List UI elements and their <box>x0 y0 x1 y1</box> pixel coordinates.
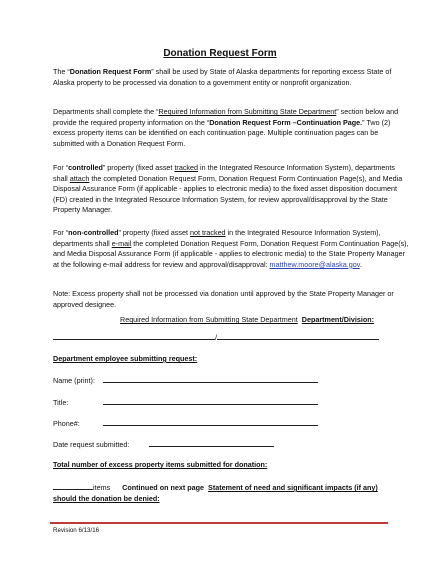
non-controlled-property-paragraph <box>53 228 409 270</box>
text-span: . <box>359 259 362 269</box>
email-link[interactable]: matthew.moore@alaska.gov <box>269 259 360 269</box>
form-name-bold: Donation Request Form <box>69 67 152 76</box>
section-header-row <box>120 315 374 325</box>
text-span: ” property (fixed asset <box>102 163 175 172</box>
continuation-page-reference: Donation Request Form –Continuation Page. <box>209 117 363 127</box>
section-reference: Required Information from Submitting State Department <box>158 107 337 116</box>
tracked-underlined: tracked <box>174 163 199 172</box>
text-span: ” shall be used by State of Alaska departments for reporting excess State of Alaska property to be processed via donation to a government entity or nonprofit organization. <box>53 67 392 87</box>
text-span: Departments shall complete the “ <box>53 107 159 116</box>
text-span: ” property (fixed asset <box>118 228 190 237</box>
text-span: the completed Donation Request Form, Donation Request Form Continuation Page(s), and Media Disposal Assurance Form (if applicable - applies to electronic media) to the fixed asset disposition document (FD) created in the Integrated Resource Information System, for review approval/disapproval by the State Property Manager. <box>53 173 403 215</box>
text-span: For “ <box>53 163 69 172</box>
text-span: For “ <box>53 228 69 237</box>
instructions-paragraph <box>53 107 409 149</box>
title-field-row <box>53 397 318 408</box>
text-span: the completed Donation Request Form, Donation Request Form Continuation Page(s), and Media Disposal Assurance Form (if applicable - applies to electronic media) to the State Property Manager at the following e-mail address for review and approval/disapproval: <box>53 238 409 269</box>
title-input-line[interactable] <box>103 397 318 405</box>
note-paragraph: Note: Excess property shall not be processed via donation until approved by the State Property Manager or approved designee. <box>53 289 394 309</box>
items-label: items <box>93 483 111 492</box>
date-label: Date request submitted: <box>53 440 130 449</box>
employee-heading: Department employee submitting request: <box>53 354 198 363</box>
items-row <box>53 482 393 504</box>
e-mail-underlined: e-mail <box>111 238 132 248</box>
controlled-bold: controlled <box>68 163 103 172</box>
text-span: ” section below and provide the required property information on the “ <box>53 107 399 127</box>
department-division-line-row <box>53 332 379 343</box>
name-field-row <box>53 375 318 386</box>
statement-label: Statement of need and significant impacts (if any) should the donation be denied: <box>53 483 378 503</box>
date-input-line[interactable] <box>149 439 274 447</box>
phone-label: Phone#: <box>53 419 80 428</box>
form-title: Donation Request Form <box>163 48 277 59</box>
date-field-row <box>53 439 274 450</box>
division-label: Department/Division: <box>301 315 375 324</box>
non-controlled-bold: non-controlled <box>68 228 119 237</box>
name-label: Name (print): <box>53 376 95 385</box>
attach-underlined: attach <box>69 173 90 183</box>
continued-note: Continued on next page <box>122 483 205 492</box>
phone-field-row <box>53 418 318 429</box>
not-tracked-underlined: not tracked <box>190 228 226 237</box>
title-label: Title: <box>53 398 69 407</box>
name-input-line[interactable] <box>103 375 318 383</box>
text-span: in the Integrated Resource Information System), departments shall <box>53 163 395 183</box>
section-label: Required Information from Submitting State Department <box>120 315 298 324</box>
department-input-line[interactable] <box>53 332 215 340</box>
slash-separator: / <box>215 333 217 342</box>
items-count-input-line[interactable] <box>53 482 93 490</box>
footer-rule <box>50 522 388 524</box>
text-span: ” Two (2) excess property items can be identified on each continuation page. Multiple continuation pages can be submitted with a Donation Request Form. <box>53 117 391 148</box>
text-span: in the Integrated Resource Information System), departments shall <box>53 228 381 248</box>
total-items-heading: Total number of excess property items submitted for donation: <box>53 460 268 469</box>
division-input-line[interactable] <box>217 332 379 340</box>
revision-label: Revision 6/13/16 <box>53 527 100 534</box>
intro-paragraph <box>53 67 409 88</box>
phone-input-line[interactable] <box>103 418 318 426</box>
text-span: The “ <box>53 67 70 76</box>
controlled-property-paragraph <box>53 163 409 216</box>
